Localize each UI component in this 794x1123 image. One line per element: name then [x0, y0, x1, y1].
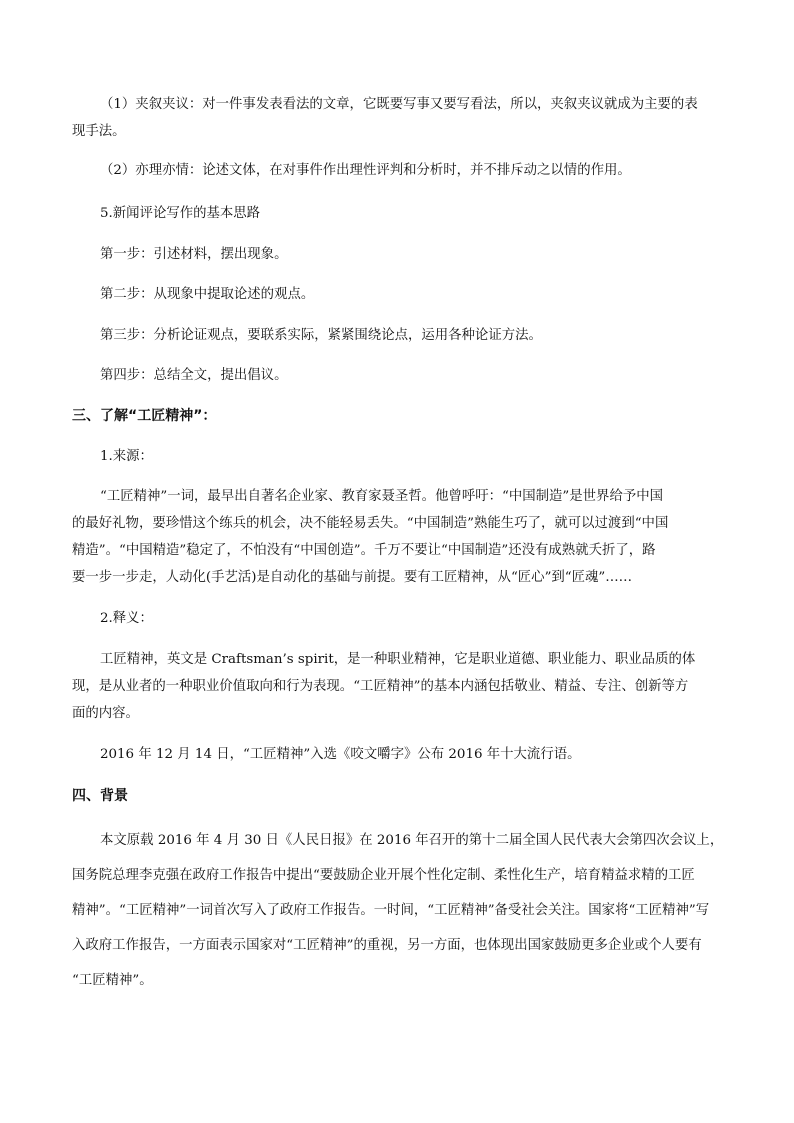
- meaning-title: 2.释义：: [100, 611, 153, 626]
- background-line-5: “工匠精神”。: [72, 973, 153, 988]
- meaning-line-3: 面的内容。: [72, 706, 139, 721]
- step1-text: 第一步：引述材料，摆出现象。: [100, 247, 288, 262]
- meaning-line-1: 工匠精神，英文是 Craftsman’s spirit，是一种职业精神，它是职业道德、职业能力、职业品质的体: [100, 652, 696, 667]
- source-title: 1.来源：: [100, 449, 153, 464]
- source-line-1: “工匠精神”一词，最早出自著名企业家、教育家聂圣哲。他曾呼吁：“中国制造”是世界给予中国: [100, 489, 664, 504]
- background-line-1: 本文原载 2016 年 4 月 30 日《人民日报》在 2016 年召开的第十二届全国人民代表大会第四次会议上，: [100, 833, 724, 848]
- section-3-heading: 三、了解“工匠精神”：: [72, 408, 217, 424]
- background-line-4: 入政府工作报告，一方面表示国家对“工匠精神”的重视，另一方面，也体现出国家鼓励更多企业或个人要有: [72, 938, 702, 953]
- source-line-2: 的最好礼物，要珍惜这个练兵的机会，决不能轻易丢失。“中国制造”熟能生巧了，就可以过渡到“中国: [72, 516, 669, 531]
- item2-text: （2）亦理亦情：论述文体，在对事件作出理性评判和分析时，并不排斥动之以情的作用。: [100, 163, 631, 178]
- source-line-4: 要一步一步走，人动化(手艺活)是自动化的基础与前提。要有工匠精神，从“匠心”到“匠魂”……: [72, 570, 633, 585]
- step2-text: 第二步：从现象中提取论述的观点。: [100, 287, 315, 302]
- step3-text: 第三步：分析论证观点，要联系实际，紧紧围绕论点，运用各种论证方法。: [100, 328, 542, 343]
- background-line-3: 精神”。“工匠精神”一词首次写入了政府工作报告。一时间，“工匠精神”备受社会关注。国家将“工匠精神”写: [72, 903, 710, 918]
- background-line-2: 国务院总理李克强在政府工作报告中提出“要鼓励企业开展个性化定制、柔性化生产，培育精益求精的工匠: [72, 868, 695, 883]
- item1-line2: 现手法。: [72, 124, 126, 139]
- section-4-heading: 四、背景: [72, 788, 128, 804]
- date-note: 2016 年 12 月 14 日，“工匠精神”入选《咬文嚼字》公布 2016 年十大流行语。: [100, 747, 581, 762]
- source-line-3: 精造”。“中国精造”稳定了，不怕没有“中国创造”。千万不要让“中国制造”还没有成熟就夭折了，路: [72, 543, 656, 558]
- step4-text: 第四步：总结全文，提出倡议。: [100, 368, 288, 383]
- meaning-line-2: 现，是从业者的一种职业价值取向和行为表现。“工匠精神”的基本内涵包括敬业、精益、专注、创新等方: [72, 679, 689, 694]
- point5-title: 5.新闻评论写作的基本思路: [100, 206, 261, 221]
- item1-line1: （1）夹叙夹议：对一件事发表看法的文章，它既要写事又要写看法，所以，夹叙夹议就成为主要的表: [100, 97, 698, 112]
